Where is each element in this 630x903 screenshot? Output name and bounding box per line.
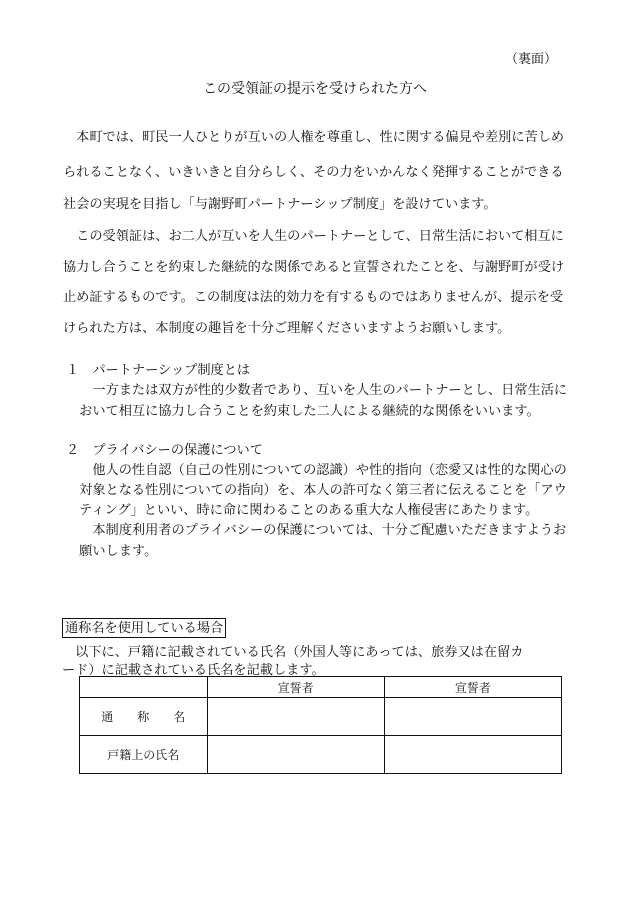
row-label-registered-name: 戸籍上の氏名 [80, 736, 208, 774]
name-record-table [79, 676, 562, 774]
intro-line: 止め証するものです。この制度は法的効力を有するものではありませんが、提示を受 [63, 290, 564, 305]
intro-line: 本町では、町民一人ひとりが互いの人権を尊重し、性に関する偏見や差別に苦しめ [63, 130, 565, 145]
registered-name-cell-2[interactable] [384, 736, 561, 774]
alias-note-line: ード）に記載されている氏名を記載します。 [62, 663, 325, 678]
section-line: 他人の性自認（自己の性別についての認識）や性的指向（恋愛又は性的な関心の [66, 463, 567, 478]
section-line: おいて相互に協力し合うことを約束した二人による継続的な関係をいいます。 [66, 404, 540, 419]
section-line: ティング」といい、時に命に関わることのある重大な人権侵害にあたります。 [66, 503, 539, 518]
section-line: 本制度利用者のプライバシーの保護については、十分ご配慮いただきますようお [66, 523, 567, 538]
row-label-alias: 通 称 名 [80, 698, 208, 736]
section-line: 願いします。 [66, 544, 158, 559]
alias-cell-2[interactable] [384, 698, 561, 736]
registered-name-cell-1[interactable] [207, 736, 384, 774]
table-row [80, 736, 562, 774]
table-header-blank [80, 677, 208, 698]
table-row [80, 698, 562, 736]
alias-cell-1[interactable] [207, 698, 384, 736]
section-line: 対象となる性別についての指向）を、本人の許可なく第三者に伝えることを「アウ [66, 483, 567, 498]
intro-line: けられた方は、本制度の趣旨を十分ご理解くださいますようお願いします。 [63, 321, 511, 336]
section-heading: １ パートナーシップ制度とは [66, 363, 251, 378]
table-header-declarant: 宣誓者 [384, 677, 561, 698]
intro-line: られることなく、いきいきと自分らしく、その力をいかんなく発揮することができる [63, 165, 564, 180]
page-title: この受領証の提示を受けられた方へ [203, 81, 427, 97]
intro-line: この受領証は、お二人が互いを人生のパートナーとして、日常生活において相互に [63, 229, 564, 244]
alias-heading: 通称名を使用している場合 [62, 618, 226, 638]
table-header-declarant: 宣誓者 [207, 677, 384, 698]
alias-note-line: 以下に、戸籍に記載されている氏名（外国人等にあっては、旅券又は在留カ [62, 645, 524, 660]
intro-line: 協力し合うことを約束した継続的な関係であると宣誓されたことを、与謝野町が受け [63, 260, 565, 275]
intro-line: 社会の実現を目指し「与謝野町パートナーシップ制度」を設けています。 [63, 197, 497, 212]
section-line: 一方または双方が性的少数者であり、互いを人生のパートナーとし、日常生活に [66, 383, 568, 398]
section-heading: ２ プライバシーの保護について [66, 443, 263, 458]
page-side-label: （裏面） [504, 52, 557, 67]
table-header-row [80, 677, 562, 698]
